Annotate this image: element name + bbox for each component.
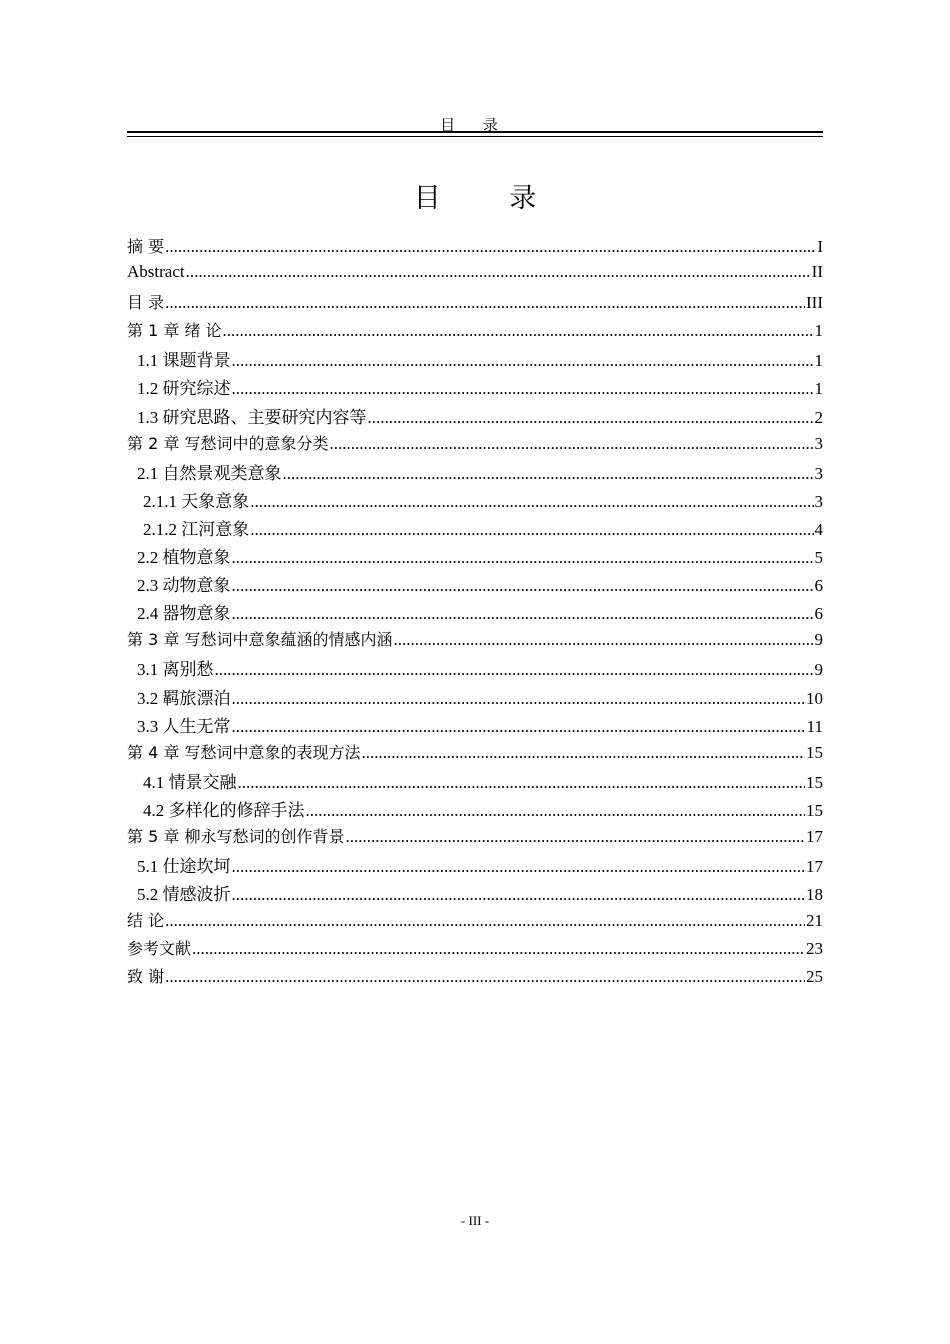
toc-leader-dots (232, 689, 806, 709)
toc-entry-page: 9 (814, 660, 823, 680)
toc-entry-title: 2.1 自然景观类意象 (137, 463, 282, 483)
toc-leader-dots (165, 293, 805, 313)
toc-entry-title: 2.1.1 天象意象 (143, 491, 250, 511)
toc-leader-dots (223, 321, 814, 341)
table-of-contents (127, 234, 823, 993)
toc-entry-page: 6 (814, 576, 823, 596)
toc-entry-title: 1.3 研究思路、主要研究内容等 (137, 407, 367, 427)
toc-leader-dots (165, 237, 816, 257)
toc-entry-title: 摘 要 (127, 237, 165, 256)
toc-entry-page: 3 (814, 463, 823, 483)
toc-entry[interactable] (127, 964, 823, 992)
toc-entry-title: 2.2 植物意象 (137, 548, 231, 568)
toc-entry-page: 3 (814, 491, 823, 511)
toc-entry-title: 结 论 (127, 911, 165, 931)
toc-entry[interactable] (127, 908, 823, 936)
toc-entry-page: 17 (806, 826, 823, 846)
toc-entry[interactable] (127, 936, 823, 964)
toc-leader-dots (232, 548, 814, 568)
toc-entry-page: 23 (806, 939, 823, 959)
toc-entry[interactable] (127, 684, 823, 712)
toc-entry[interactable] (127, 318, 823, 346)
toc-entry-title: 致 谢 (127, 967, 165, 987)
toc-entry-title: 2.3 动物意象 (137, 576, 231, 596)
toc-entry[interactable] (127, 740, 823, 768)
toc-leader-dots (232, 379, 814, 399)
running-header: 目 录 (440, 118, 510, 134)
toc-leader-dots (186, 262, 811, 282)
toc-entry-page: 3 (814, 433, 823, 453)
toc-entry[interactable] (127, 880, 823, 908)
toc-leader-dots (368, 408, 814, 428)
toc-leader-dots (232, 576, 814, 596)
toc-entry-page: 4 (814, 519, 823, 539)
toc-entry-title: 目 录 (127, 293, 165, 313)
toc-entry[interactable] (127, 346, 823, 374)
toc-entry-page: 15 (806, 800, 823, 820)
toc-entry-page: 2 (814, 407, 823, 427)
toc-entry[interactable] (127, 712, 823, 740)
toc-entry-title: 4.1 情景交融 (143, 772, 237, 792)
toc-entry-title: 2.1.2 江河意象 (143, 519, 250, 539)
toc-entry-title: 3.2 羁旅漂泊 (137, 688, 231, 708)
toc-leader-dots (361, 743, 805, 763)
toc-leader-dots (232, 351, 814, 371)
toc-leader-dots (283, 464, 814, 484)
toc-entry[interactable] (127, 487, 823, 515)
toc-entry-page: 9 (814, 630, 823, 650)
toc-entry-page: III (806, 293, 823, 313)
toc-entry[interactable] (127, 515, 823, 543)
toc-entry-title: 第 4 章 写愁词中意象的表现方法 (127, 742, 361, 762)
toc-entry-title: 第 2 章 写愁词中的意象分类 (127, 433, 329, 453)
toc-entry[interactable] (127, 824, 823, 852)
toc-leader-dots (250, 520, 813, 540)
toc-entry-page: II (811, 262, 823, 282)
toc-entry-title: 第 3 章 写愁词中意象蕴涵的情感内涵 (127, 630, 393, 650)
toc-entry[interactable] (127, 431, 823, 459)
toc-leader-dots (165, 967, 805, 987)
toc-entry-page: 15 (806, 742, 823, 762)
toc-entry-page: 1 (814, 379, 823, 399)
header-rule-thick (127, 131, 823, 133)
toc-entry-page: 15 (806, 772, 823, 792)
toc-entry-title: 2.4 器物意象 (137, 604, 231, 624)
toc-leader-dots (165, 911, 805, 931)
toc-entry-title: 5.2 情感波折 (137, 885, 231, 905)
toc-leader-dots (329, 434, 813, 454)
toc-entry[interactable] (127, 234, 823, 262)
toc-entry[interactable] (127, 374, 823, 402)
toc-entry[interactable] (127, 796, 823, 824)
toc-entry-page: 1 (814, 351, 823, 371)
toc-entry-title: 3.1 离别愁 (137, 660, 214, 680)
toc-leader-dots (215, 660, 814, 680)
toc-leader-dots (250, 492, 813, 512)
toc-entry-title: 第 1 章 绪 论 (127, 321, 222, 341)
toc-entry[interactable] (127, 852, 823, 880)
toc-leader-dots (232, 604, 814, 624)
toc-leader-dots (232, 857, 806, 877)
toc-entry-title: 3.3 人生无常 (137, 716, 231, 736)
toc-entry-title: 1.1 课题背景 (137, 351, 231, 371)
toc-leader-dots (232, 885, 806, 905)
toc-entry-page: 21 (806, 911, 823, 931)
page-number-footer: - III - (460, 1213, 490, 1228)
toc-entry-title: Abstract (127, 262, 185, 282)
toc-entry[interactable] (127, 571, 823, 599)
toc-entry-page: 5 (814, 548, 823, 568)
toc-entry[interactable] (127, 599, 823, 627)
toc-entry-page: I (817, 237, 823, 256)
toc-entry-page: 11 (806, 716, 823, 736)
toc-entry-title: 1.2 研究综述 (137, 379, 231, 399)
toc-entry[interactable] (127, 459, 823, 487)
toc-entry-title: 第 5 章 柳永写愁词的创作背景 (127, 826, 345, 846)
toc-entry-page: 1 (814, 321, 823, 341)
toc-entry-page: 6 (814, 604, 823, 624)
toc-leader-dots (192, 939, 805, 959)
toc-entry-title: 5.1 仕途坎坷 (137, 857, 231, 877)
toc-entry-page: 10 (806, 688, 823, 708)
page-title: 目 录 (413, 183, 567, 214)
toc-entry-title: 参考文献 (127, 939, 192, 959)
toc-leader-dots (232, 717, 806, 737)
toc-entry-title: 4.2 多样化的修辞手法 (143, 800, 305, 820)
toc-leader-dots (393, 630, 813, 650)
toc-entry[interactable] (127, 768, 823, 796)
toc-leader-dots (306, 801, 806, 821)
toc-entry-page: 18 (806, 885, 823, 905)
toc-entry-page: 25 (806, 967, 823, 987)
header-rule-thin (127, 136, 823, 137)
toc-entry[interactable] (127, 262, 823, 290)
toc-entry-page: 17 (806, 857, 823, 877)
toc-entry[interactable] (127, 627, 823, 655)
toc-entry[interactable] (127, 403, 823, 431)
toc-entry[interactable] (127, 543, 823, 571)
toc-leader-dots (238, 773, 806, 793)
toc-entry[interactable] (127, 290, 823, 318)
toc-entry[interactable] (127, 655, 823, 683)
toc-leader-dots (345, 827, 805, 847)
